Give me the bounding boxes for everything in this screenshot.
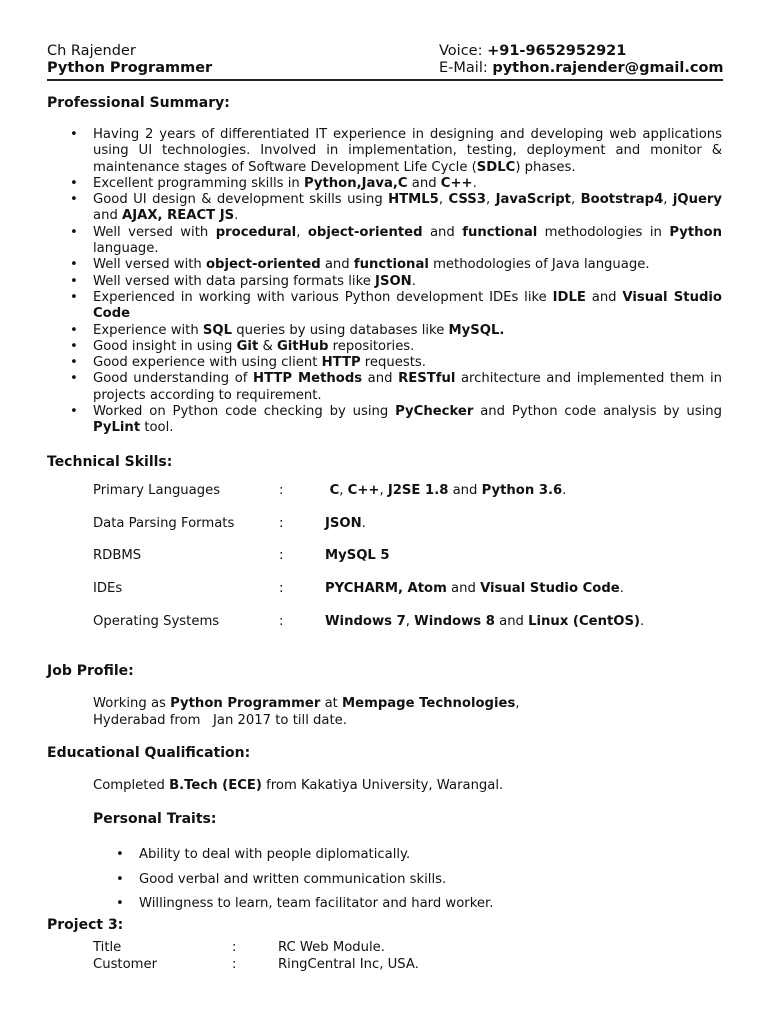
project-colon: : [232,940,237,955]
text-run: . [472,175,477,191]
text-run: ) phases. [515,159,576,175]
summary-item [93,404,722,437]
text-run: . [562,483,567,498]
project-row [93,940,693,957]
summary-item [93,290,722,323]
technical-skills-heading: Technical Skills: [47,454,173,470]
project-heading: Project 3: [47,917,124,933]
bold-text: B.Tech (ECE) [169,778,262,793]
project-value: RC Web Module. [278,940,385,955]
skill-label: Primary Languages [93,483,221,498]
bold-text: SQL [202,322,233,338]
bold-text: Visual Studio Code [480,581,620,597]
bold-text: C++ [440,175,473,191]
summary-item [93,339,722,355]
bold-text: Mempage Technologies [342,696,516,711]
text-run: Working as [93,696,171,711]
skill-row [93,516,723,549]
text-run: repositories. [328,338,415,354]
bold-text: Windows 8 [414,613,495,629]
professional-summary-list [93,127,722,437]
project-row [93,957,693,974]
trait-item: • Ability to deal with people diplomatically. [139,843,699,868]
bold-text: RESTful [398,371,456,387]
email-line [439,60,724,76]
text-run: & [258,338,277,354]
project-label: Title [93,940,122,955]
text-run: and [494,613,529,629]
text-run: and [320,257,354,273]
text-run: , [339,483,348,498]
skill-colon: : [279,515,284,531]
bold-text: PYCHARM, Atom [325,581,447,597]
text-run: , [485,192,496,208]
bold-text: C [325,483,340,498]
text-run: and [448,483,482,498]
text-run: requests. [360,355,426,371]
bold-text: Python Programmer [170,696,321,711]
email-address[interactable]: python.rajender@gmail.com [492,60,724,76]
summary-item [93,176,722,192]
bold-text: MySQL. [448,322,505,338]
text-run: language. [93,241,159,257]
trait-item: • Willingness to learn, team facilitator and hard worker. [139,892,699,917]
text-run: queries by using databases like [232,322,449,338]
bold-text: AJAX, REACT JS [122,208,235,224]
skill-row [93,483,723,516]
bold-text: functional [462,224,538,240]
bold-text: Python 3.6 [481,483,563,498]
text-run: Good insight in using [93,338,237,354]
personal-traits-list [139,843,699,917]
summary-item [93,323,722,339]
bold-text: PyChecker [395,404,474,420]
text-run: Worked on Python code checking by using [93,404,396,420]
education-text [93,778,503,795]
text-run: Well versed with [93,224,216,240]
skill-colon: : [279,581,284,597]
bold-text: Windows 7 [325,613,406,629]
skill-row [93,548,723,581]
project-label: Customer [93,956,158,972]
project-value: RingCentral Inc, USA. [278,956,419,972]
skill-row [93,614,723,647]
bold-text: GitHub [276,338,329,354]
text-run: architecture and implemented them in projects according to requirement. [93,371,722,403]
personal-traits-heading: Personal Traits: [93,811,217,827]
skill-value [325,516,366,531]
skill-row [93,581,723,614]
bold-text: SDLC [476,159,516,175]
voice-label: Voice: [439,43,483,59]
text-run: Completed [93,778,170,793]
text-run: , [379,483,388,498]
job-profile-text [93,696,520,729]
summary-item [93,257,722,273]
summary-item [93,355,722,371]
text-run: Excellent programming skills in [93,175,304,191]
text-run: and [585,289,623,305]
skill-value [325,483,566,498]
text-run: . [234,208,239,224]
job-line-2: Hyderabad from Jan 2017 to till date. [93,712,347,728]
text-run: Well versed with [93,257,206,273]
bold-text: JSON [325,515,362,531]
summary-item [93,371,722,404]
bold-text: Linux (CentOS) [528,613,640,629]
bold-text: functional [353,257,429,273]
text-run: and [422,224,463,240]
text-run: Good experience with using client [93,355,322,371]
skill-label: RDBMS [93,548,142,564]
bold-text: HTML5 [388,192,439,208]
bold-text: object-oriented [307,224,423,240]
text-run: . [361,515,366,531]
bold-text: Git [236,338,259,354]
project-colon: : [232,956,237,972]
skill-value [325,581,624,596]
skill-value [325,548,390,563]
educational-qualification-heading: Educational Qualification: [47,745,251,761]
bold-text: JavaScript [495,192,571,208]
summary-item [93,127,722,176]
candidate-name: Ch Rajender [47,43,136,59]
bold-text: J2SE 1.8 [387,483,449,498]
text-run: , [405,613,415,629]
text-run: Having 2 years of differentiated IT experience in designing and developing web applications using UI technologies. Involved in implementation, testing, deployment and monitor & maintenance stages of Software Development Life Cycle ( [93,127,722,175]
bold-text: HTTP [321,355,361,371]
text-run: and [362,371,399,387]
bold-text: Python [669,224,722,240]
text-run: and [446,581,481,597]
bold-text: Visual Studio Code [93,289,722,322]
bold-text: Bootstrap4 [580,192,664,208]
skill-label: Operating Systems [93,613,220,629]
skill-colon: : [279,483,284,498]
job-profile-heading: Job Profile: [47,663,134,679]
text-run: . [640,613,645,629]
bold-text: PyLint [93,420,141,436]
summary-item [93,274,722,290]
bold-text: object-oriented [205,257,321,273]
text-run: at [320,696,343,711]
text-run: Experience with [93,322,203,338]
text-run: Good understanding of [93,371,254,387]
summary-item [93,225,722,258]
bold-text: JSON [375,273,412,289]
bold-text: jQuery [672,192,723,208]
bold-text: MySQL 5 [325,548,390,564]
text-run: , [663,192,673,208]
bold-text: CSS3 [448,192,486,208]
project-details [93,940,693,973]
voice-line [439,43,626,59]
candidate-role: Python Programmer [47,60,213,76]
job-line-1 [93,696,520,713]
text-run: . [619,581,624,597]
skill-colon: : [279,613,284,629]
text-run: methodologies of Java language. [428,257,650,273]
summary-item [93,192,722,225]
skill-label: Data Parsing Formats [93,515,235,531]
text-run: from Kakatiya University, Warangal. [261,778,504,793]
text-run: and Python code analysis by using [473,404,722,420]
bold-text: Python,Java,C [303,175,408,191]
text-run: , [296,224,308,240]
text-run: , [570,192,581,208]
bold-text: IDLE [552,289,586,305]
skill-label: IDEs [93,581,123,597]
bold-text: HTTP Methods [253,371,363,387]
text-run: Experienced in working with various Python development IDEs like [93,289,553,305]
text-run: Well versed with data parsing formats like [93,273,376,289]
skill-value [325,614,644,629]
text-run: tool. [140,420,174,436]
bold-text: C++ [347,483,380,498]
text-run: Good UI design & development skills using [93,192,389,208]
resume-header [47,43,723,81]
professional-summary-heading: Professional Summary: [47,95,230,111]
text-run: and [407,175,441,191]
text-run: , [438,192,449,208]
trait-item: • Good verbal and written communication skills. [139,868,699,893]
technical-skills-table [93,483,723,646]
voice-number: +91-9652952921 [487,43,627,59]
email-label: E-Mail: [439,60,488,76]
text-run: methodologies in [537,224,670,240]
bold-text: procedural [215,224,297,240]
skill-colon: : [279,548,284,564]
text-run: . [411,273,416,289]
text-run: and [93,208,123,224]
text-run: , [515,696,520,711]
